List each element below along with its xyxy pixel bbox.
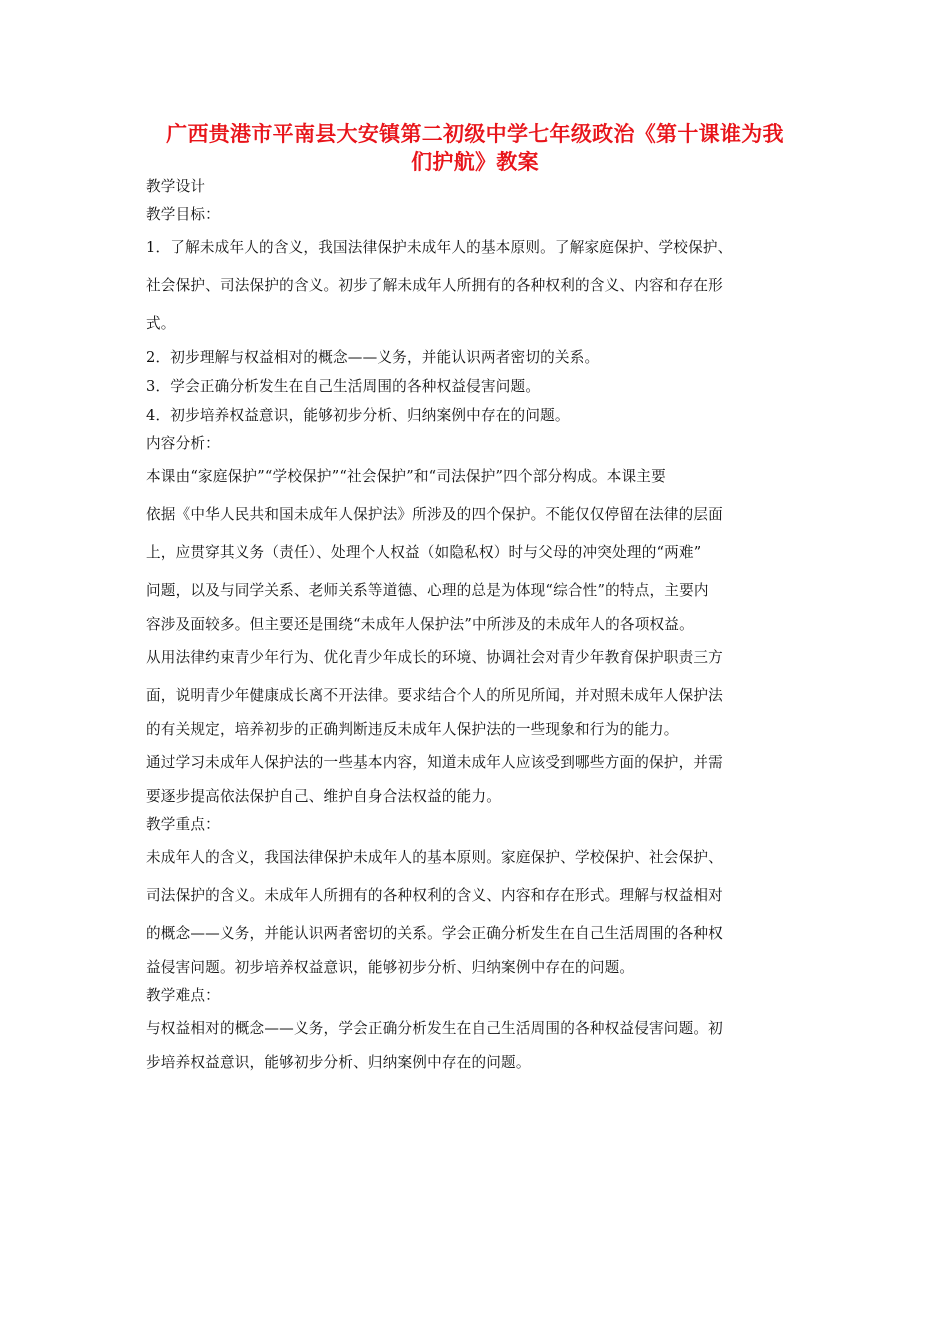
analysis-line: 问题，以及与同学关系、老师关系等道德、心理的总是为体现“综合性”的特点，主要内 <box>146 582 709 599</box>
key-point-line: 益侵害问题。初步培养权益意识，能够初步分析、归纳案例中存在的问题。 <box>146 959 635 976</box>
analysis-line: 容涉及面较多。但主要还是围绕“未成年人保护法”中所涉及的未成年人的各项权益。 <box>146 616 694 633</box>
title-line-1: 广西贵港市平南县大安镇第二初级中学七年级政治《第十课谁为我 <box>166 122 784 146</box>
analysis-line: 依据《中华人民共和国未成年人保护法》所涉及的四个保护。不能仅仅停留在法律的层面 <box>146 506 723 523</box>
objective-line: 社会保护、司法保护的含义。初步了解未成年人所拥有的各种权利的含义、内容和存在形 <box>146 277 723 294</box>
section-heading-difficulties: 教学难点： <box>146 987 220 1004</box>
key-point-line: 司法保护的含义。未成年人所拥有的各种权利的含义、内容和存在形式。理解与权益相对 <box>146 887 723 904</box>
section-heading-key-points: 教学重点： <box>146 816 220 833</box>
objective-line: 3．学会正确分析发生在自己生活周围的各种权益侵害问题。 <box>146 378 541 395</box>
key-point-line: 的概念——义务，并能认识两者密切的关系。学会正确分析发生在自己生活周围的各种权 <box>146 925 723 942</box>
analysis-line: 上，应贯穿其义务（责任）、处理个人权益（如隐私权）时与父母的冲突处理的“两难” <box>146 544 702 561</box>
section-heading-design: 教学设计 <box>146 178 206 195</box>
analysis-line: 本课由“家庭保护”“学校保护”“社会保护”和“司法保护”四个部分构成。本课主要 <box>146 468 666 485</box>
title-line-2: 们护航》教案 <box>411 150 539 174</box>
difficulty-line: 与权益相对的概念——义务，学会正确分析发生在自己生活周围的各种权益侵害问题。初 <box>146 1020 723 1037</box>
objective-line: 1．了解未成年人的含义，我国法律保护未成年人的基本原则。了解家庭保护、学校保护、 <box>146 239 733 256</box>
key-point-line: 未成年人的含义，我国法律保护未成年人的基本原则。家庭保护、学校保护、社会保护、 <box>146 849 723 866</box>
section-heading-objectives: 教学目标： <box>146 206 220 223</box>
objective-line: 式。 <box>146 315 176 332</box>
analysis-line: 的有关规定，培养初步的正确判断违反未成年人保护法的一些现象和行为的能力。 <box>146 721 679 738</box>
document-title <box>120 120 830 176</box>
analysis-line: 面，说明青少年健康成长离不开法律。要求结合个人的所见所闻，并对照未成年人保护法 <box>146 687 723 704</box>
analysis-line: 从用法律约束青少年行为、优化青少年成长的环境、协调社会对青少年教育保护职责三方 <box>146 649 723 666</box>
analysis-line: 要逐步提高依法保护自己、维护自身合法权益的能力。 <box>146 788 502 805</box>
objective-line: 4．初步培养权益意识，能够初步分析、归纳案例中存在的问题。 <box>146 407 570 424</box>
objective-line: 2．初步理解与权益相对的概念——义务，并能认识两者密切的关系。 <box>146 349 600 366</box>
document-body <box>146 173 806 1077</box>
section-heading-analysis: 内容分析： <box>146 435 220 452</box>
analysis-line: 通过学习未成年人保护法的一些基本内容，知道未成年人应该受到哪些方面的保护，并需 <box>146 754 723 771</box>
difficulty-line: 步培养权益意识，能够初步分析、归纳案例中存在的问题。 <box>146 1054 531 1071</box>
